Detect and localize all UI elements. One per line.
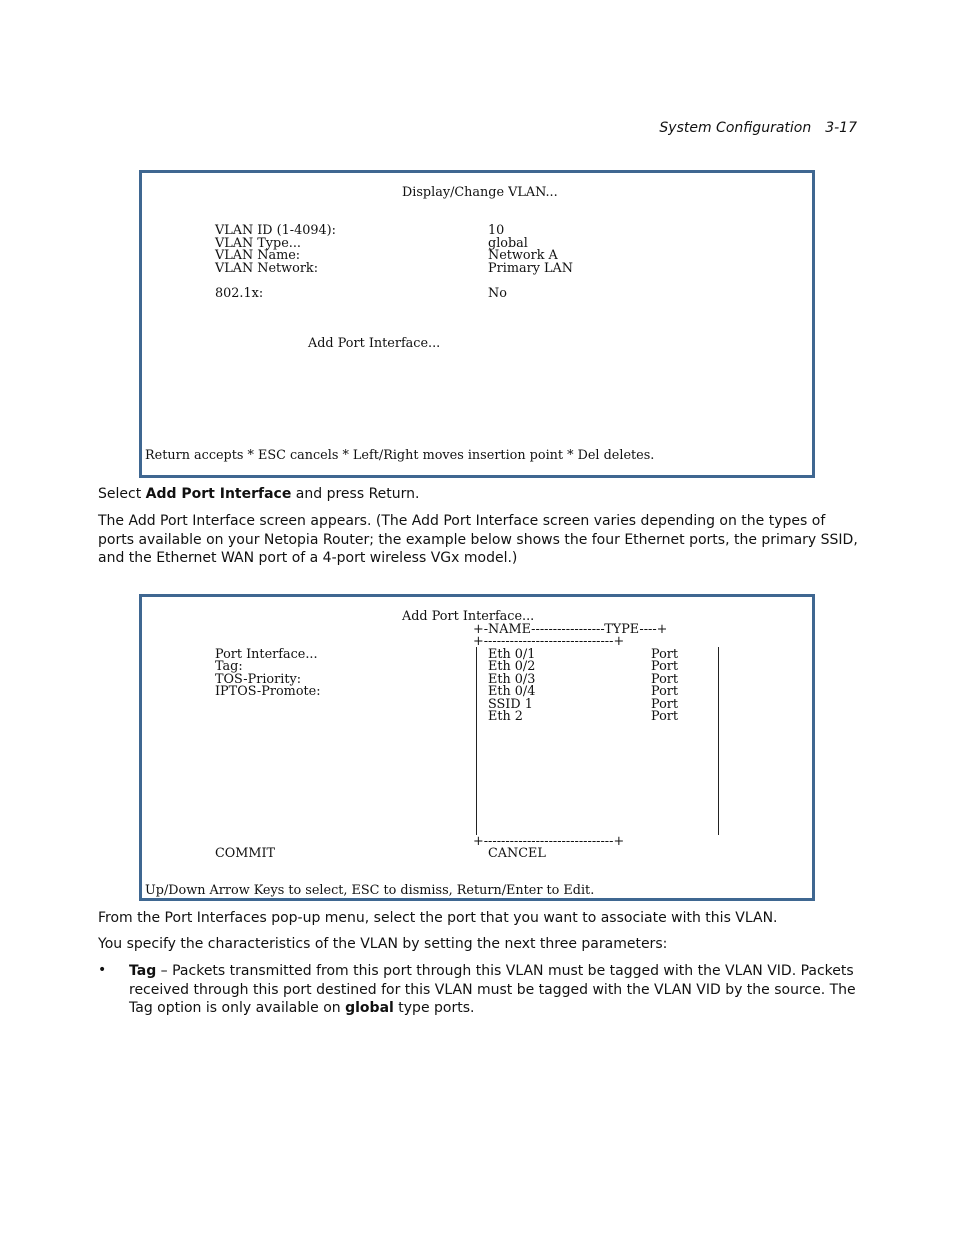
popup-header: +-NAME-----------------TYPE----+ — [473, 621, 668, 637]
popup-row-type: Port — [651, 709, 679, 724]
vlan-type-label: VLAN Type... — [215, 235, 301, 251]
add-port-interface-action[interactable]: Add Port Interface... — [308, 335, 441, 351]
port-interface-field[interactable]: Port Interface... — [215, 646, 318, 662]
popup-footer: +------------------------------+ — [473, 833, 625, 849]
popup-row-name[interactable]: Eth 0/4 — [488, 684, 536, 699]
popup-row-type: Port — [651, 684, 679, 699]
para-bold-term: Add Port Interface — [145, 486, 292, 502]
bullet-marker: • — [98, 962, 107, 978]
iptos-promote-field[interactable]: IPTOS-Promote: — [215, 684, 321, 699]
para-text: and press Return. — [291, 486, 420, 502]
popup-row-name[interactable]: Eth 0/2 — [488, 659, 536, 674]
section-title: System Configuration — [659, 120, 812, 136]
dot1x-label: 802.1x: — [215, 285, 264, 301]
vlan-network-label: VLAN Network: — [215, 260, 318, 276]
status-line: Return accepts * ESC cancels * Left/Right moves insertion point * Del deletes. — [145, 447, 655, 463]
tos-priority-field[interactable]: TOS-Priority: — [215, 671, 302, 687]
bullet-term: Tag — [129, 963, 157, 979]
popup-row-name[interactable]: SSID 1 — [488, 696, 533, 712]
bullet-bold: global — [345, 1000, 394, 1016]
vlan-name-label: VLAN Name: — [215, 248, 301, 263]
cancel-button[interactable]: CANCEL — [488, 846, 546, 861]
popup-separator: +------------------------------+ — [473, 634, 625, 649]
intro-paragraph: You specify the characteristics of the VLAN by setting the next three parameters: — [98, 936, 668, 952]
instruction-paragraph — [98, 485, 858, 504]
popup-row-name[interactable]: Eth 2 — [488, 709, 523, 724]
popup-row-type: Port — [651, 696, 679, 712]
para-text: Select — [98, 486, 146, 502]
vlan-id-label: VLAN ID (1-4094): — [215, 223, 336, 238]
popup-row-type: Port — [651, 671, 679, 687]
status-line: Up/Down Arrow Keys to select, ESC to dismiss, Return/Enter to Edit. — [145, 883, 595, 898]
popup-row-type: Port — [651, 659, 679, 674]
bullet-item-tag — [129, 962, 857, 1018]
vlan-config-screen — [139, 170, 815, 478]
dot1x-value[interactable]: No — [488, 285, 507, 301]
tag-field[interactable]: Tag: — [215, 659, 243, 674]
vlan-id-value[interactable]: 10 — [488, 223, 505, 238]
screen-title: Add Port Interface... — [402, 609, 535, 624]
bullet-text: type ports. — [393, 1000, 475, 1016]
vlan-name-value[interactable]: Network A — [488, 248, 558, 263]
bullet-text: – Packets transmitted from this port through this VLAN must be tagged with the VLAN VID. Packets received through this port destined for this VLAN must be tagged with the VLAN VID by the source. The Tag option is only available on — [129, 963, 856, 1016]
commit-button[interactable]: COMMIT — [215, 846, 276, 861]
running-header — [659, 120, 857, 136]
page-number: 3-17 — [825, 120, 857, 136]
popup-right-border — [718, 647, 719, 835]
popup-left-border — [476, 647, 477, 835]
instruction-paragraph: From the Port Interfaces pop-up menu, select the port that you want to associate with this VLAN. — [98, 910, 778, 926]
description-paragraph: The Add Port Interface screen appears. (The Add Port Interface screen varies depending on the types of ports available on your Netopia Router; the example below shows the four Ethernet ports, the primary SSID, and the Ethernet WAN port of a 4-port wireless VGx model.) — [98, 513, 858, 566]
popup-row-name[interactable]: Eth 0/1 — [488, 646, 536, 662]
popup-row-name[interactable]: Eth 0/3 — [488, 671, 536, 687]
vlan-type-value[interactable]: global — [488, 235, 528, 251]
screen-title: Display/Change VLAN... — [402, 185, 558, 200]
vlan-network-value[interactable]: Primary LAN — [488, 260, 573, 276]
popup-row-type: Port — [651, 646, 679, 662]
add-port-interface-screen — [139, 594, 815, 901]
